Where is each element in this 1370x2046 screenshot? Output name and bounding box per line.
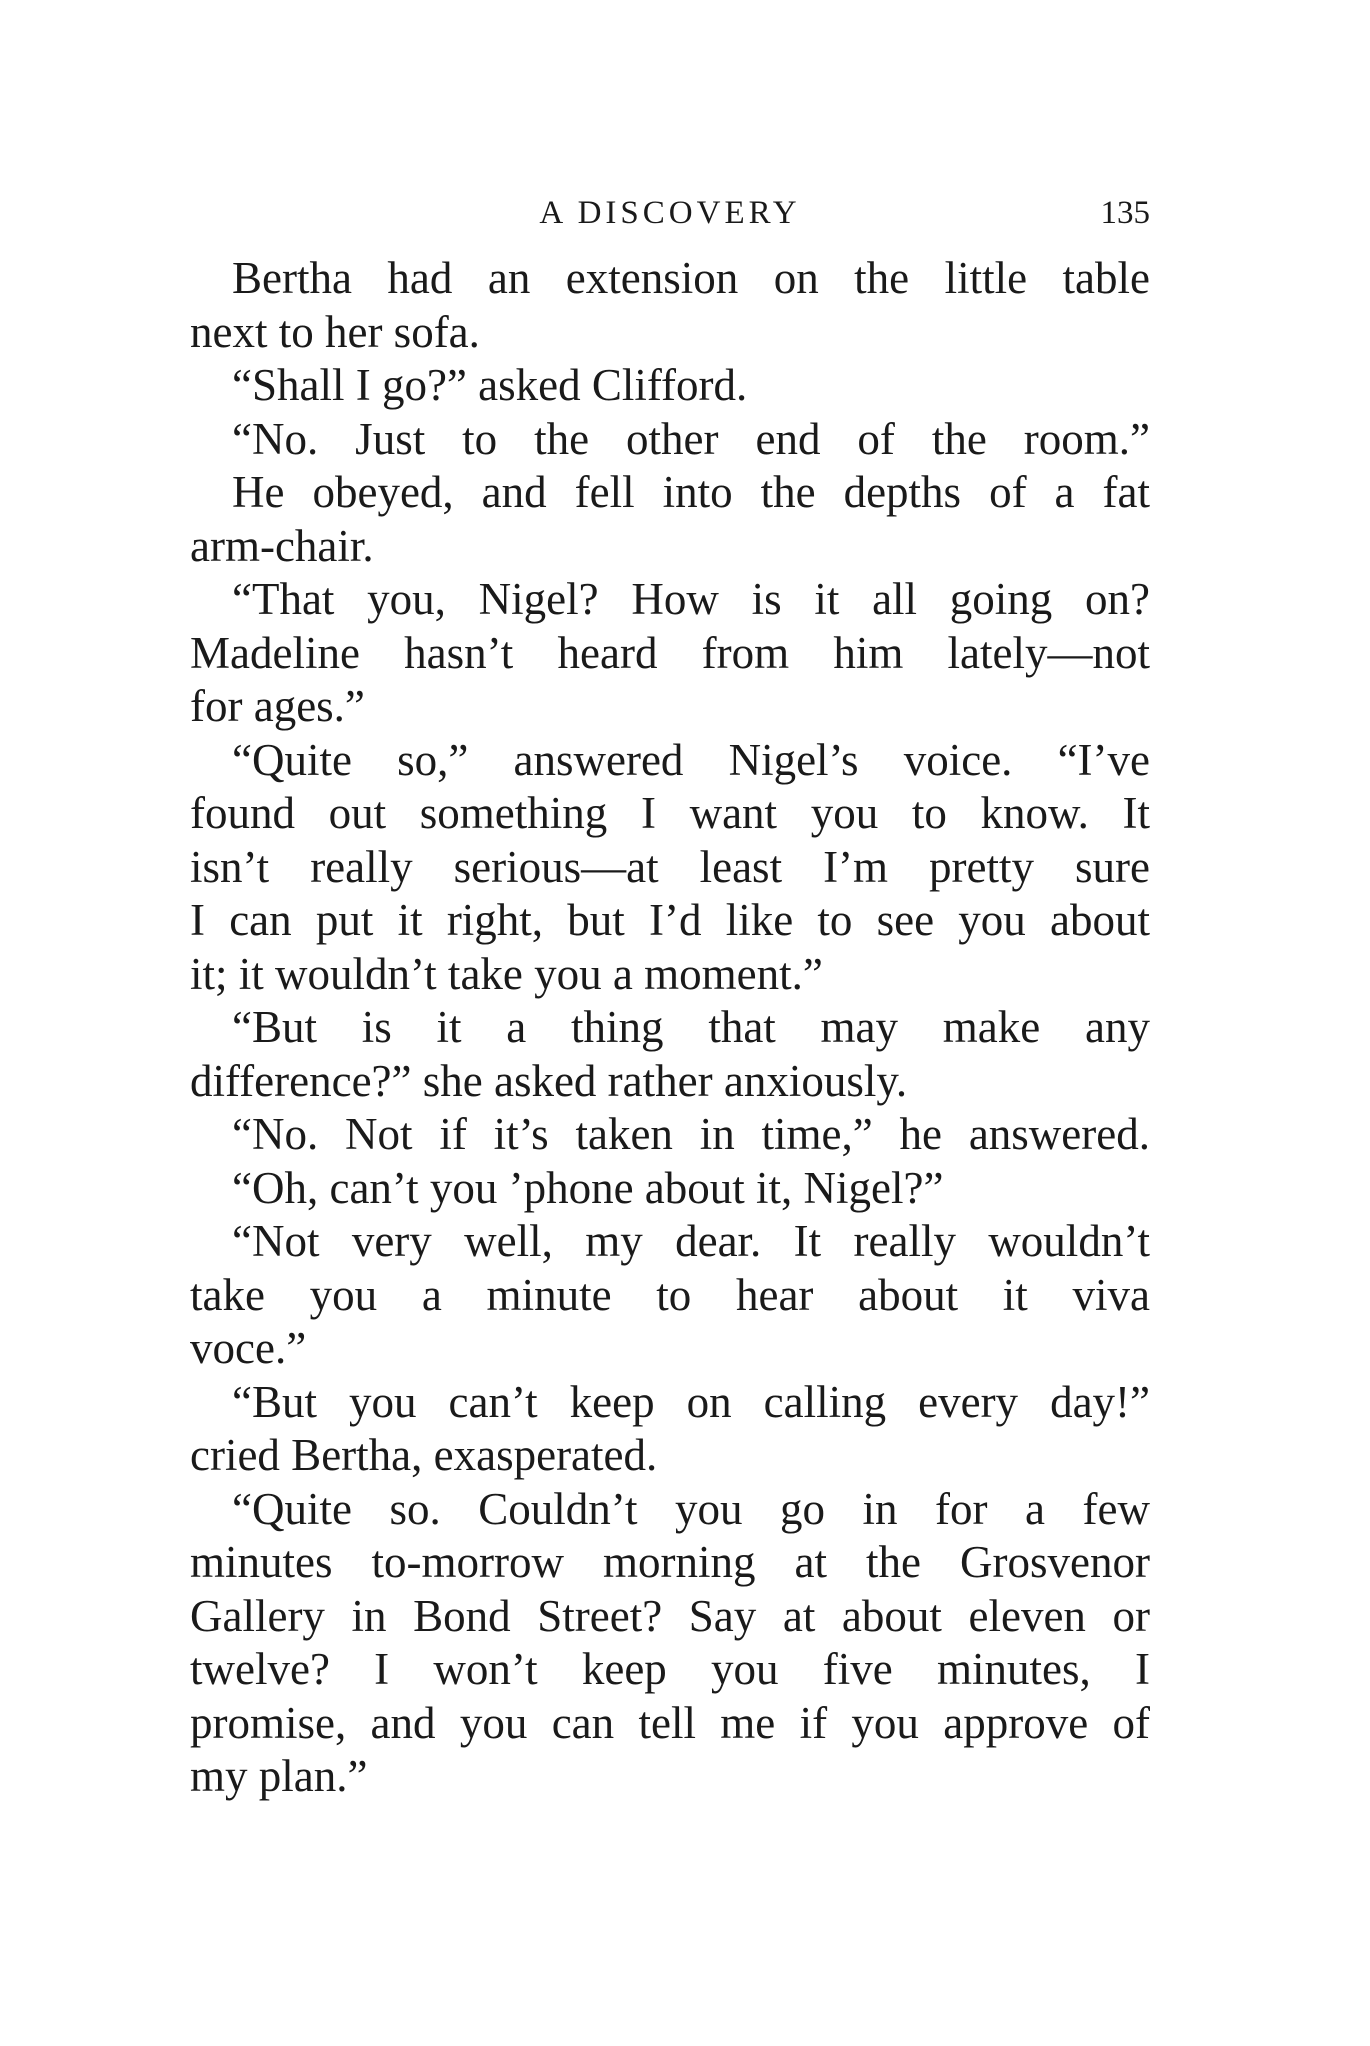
text-line: my plan.” bbox=[190, 1751, 368, 1801]
body-text bbox=[190, 252, 1150, 1804]
text-line: “Not very well, my dear. It really wouldn’t bbox=[232, 1216, 1150, 1266]
text-line: for ages.” bbox=[190, 681, 365, 731]
text-line: take you a minute to hear about it viva bbox=[190, 1269, 1150, 1320]
text-line: promise, and you can tell me if you approve of bbox=[190, 1697, 1150, 1748]
text-line: “Shall I go?” asked Clifford. bbox=[232, 360, 748, 410]
text-line: next to her sofa. bbox=[190, 306, 480, 357]
page-header bbox=[190, 188, 1150, 238]
text-line: isn’t really serious—at least I’m pretty sure bbox=[190, 841, 1150, 892]
text-line: found out something I want you to know. It bbox=[190, 788, 1150, 838]
running-head: A DISCOVERY bbox=[539, 195, 801, 231]
text-line: “Quite so,” answered Nigel’s voice. “I’ve bbox=[232, 734, 1150, 785]
text-line: He obeyed, and fell into the depths of a fat bbox=[232, 467, 1150, 517]
text-line: minutes to-morrow morning at the Grosvenor bbox=[190, 1537, 1150, 1587]
text-line: cried Bertha, exasperated. bbox=[190, 1430, 658, 1480]
text-line: twelve? I won’t keep you five minutes, I bbox=[190, 1644, 1150, 1694]
text-line: Gallery in Bond Street? Say at about eleven or bbox=[190, 1590, 1150, 1641]
text-line: “No. Not if it’s taken in time,” he answered. bbox=[232, 1109, 1150, 1159]
text-line: difference?” she asked rather anxiously. bbox=[190, 1055, 908, 1106]
text-line: voce.” bbox=[190, 1323, 307, 1373]
text-line: “But you can’t keep on calling every day!” bbox=[232, 1376, 1150, 1427]
text-line: arm-chair. bbox=[190, 520, 374, 571]
text-line: Bertha had an extension on the little table bbox=[232, 253, 1150, 303]
text-line: “That you, Nigel? How is it all going on? bbox=[232, 574, 1150, 624]
text-line: “No. Just to the other end of the room.” bbox=[232, 413, 1150, 464]
text-line: Madeline hasn’t heard from him lately—not bbox=[190, 627, 1150, 678]
page-number: 135 bbox=[1100, 195, 1150, 231]
text-line: I can put it right, but I’d like to see you about bbox=[190, 895, 1150, 945]
text-line: it; it wouldn’t take you a moment.” bbox=[190, 948, 823, 999]
text-line: “Quite so. Couldn’t you go in for a few bbox=[232, 1483, 1150, 1534]
text-line: “Oh, can’t you ’phone about it, Nigel?” bbox=[232, 1162, 944, 1213]
text-line: “But is it a thing that may make any bbox=[232, 1002, 1150, 1052]
